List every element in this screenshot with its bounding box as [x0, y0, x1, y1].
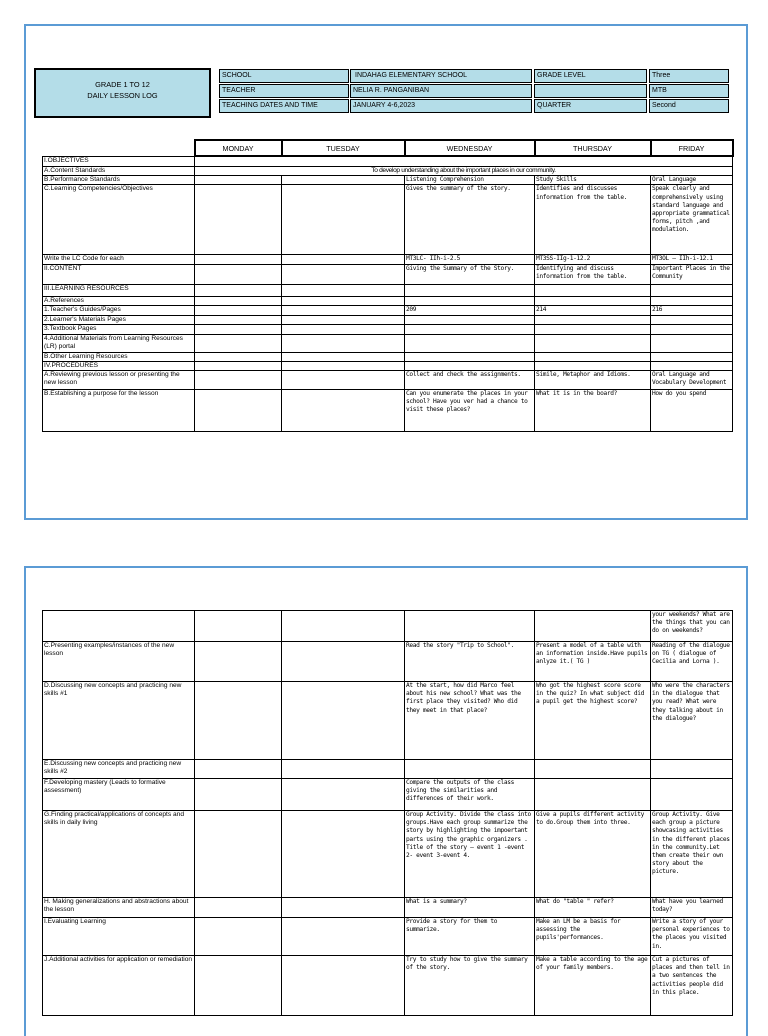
grade-level-label: GRADE LEVEL [534, 69, 647, 83]
practical-applications-thursday: Give a pupils different activity to do.Group them into three. [535, 811, 651, 898]
form-title [34, 68, 211, 118]
discussing-1-friday: Who were the characters in the dialogue that you read? What were they talking about in the dialogue? [651, 682, 733, 760]
discussing-1-thursday: Who got the highest score score in the quiz? In what subject did a pupil get the highest score? [535, 682, 651, 760]
school-value: INDAHAG ELEMENTARY SCHOOL [350, 69, 532, 83]
performance-standards-wednesday: Listening Comprehension [405, 176, 535, 185]
page-1 [24, 24, 748, 520]
evaluating-thursday: Make an LM be a basis for assessing the pupils'performances. [535, 918, 651, 956]
header-block [34, 68, 728, 140]
practical-applications-friday: Group Activity. Give each group a picture showcasing activities in the different places in the community.Let them create their own story about the picture. [651, 811, 733, 898]
establishing-thursday: What it is in the board? [535, 389, 651, 431]
day-header-tuesday: TUESDAY [282, 140, 405, 156]
quarter-label: QUARTER [534, 99, 647, 113]
objectives-heading: I.OBJECTIVES [43, 156, 195, 166]
discussing-new-concepts-2-label: E.Discussing new concepts and practicing new skills #2 [43, 760, 195, 779]
competencies-label: C.Learning Competencies/Objectives [43, 185, 195, 255]
teachers-guide-thursday: 214 [535, 305, 651, 315]
discussing-new-concepts-1-label: D.Discussing new concepts and practicing new skills #1 [43, 682, 195, 760]
practical-applications-wednesday: Group Activity. Divide the class into groups.Have each group summarize the story by highlighting the impoertant parts using the graphic organizers . Title of the story – event 1 -event 2- event 3-event 4. [405, 811, 535, 898]
learners-materials-label: 2.Learner's Materials Pages [43, 315, 195, 324]
additional-activities-friday: Cut a pictures of places and then tell in a two sentences the activities people did in this place. [651, 956, 733, 1016]
day-header-wednesday: WEDNESDAY [405, 140, 535, 156]
generalizations-thursday: What do "table " refer? [535, 898, 651, 918]
teachers-guide-wednesday: 209 [405, 305, 535, 315]
teacher-label: TEACHER [219, 84, 349, 98]
additional-activities-label: J.Additional activities for application or remediation [43, 956, 195, 1016]
additional-activities-thursday: Make a table according to the age of your family members. [535, 956, 651, 1016]
procedures-heading: IV.PROCEDURES [43, 361, 195, 370]
developing-mastery-label: F.Developing mastery (Leads to formative assessment) [43, 779, 195, 811]
discussing-1-wednesday: At the start, how did Marco feel about his new school? What was the first place they visited? Who did they meet in that place? [405, 682, 535, 760]
competencies-wednesday: Gives the summary of the story. [405, 185, 535, 255]
grade-level-value: Three [649, 69, 729, 83]
additional-materials-label: 4.Additional Materials from Learning Resources (LR) portal [43, 334, 195, 352]
other-resources-label: B.Other Learning Resources [43, 352, 195, 361]
reviewing-wednesday: Collect and check the assignments. [405, 370, 535, 389]
reviewing-friday: Oral Language and Vocabulary Development [651, 370, 733, 389]
lc-code-friday: MT3OL – IIh-i-12.1 [651, 255, 733, 264]
reviewing-lesson-label: A.Reviewing previous lesson or presenting the new lesson [43, 370, 195, 389]
day-header-monday: MONDAY [195, 140, 282, 156]
establishing-friday: How do you spend [651, 389, 733, 431]
continued-friday: your weekends? What are the things that you can do on weekends? [651, 611, 733, 642]
presenting-friday: Reading of the dialogue on TG ( dialogue of Cecilia and Lorna ). [651, 642, 733, 682]
learning-resources-heading: III.LEARNING RESOURCES [43, 284, 195, 296]
generalizations-label: H. Making generalizations and abstractions about the lesson [43, 898, 195, 918]
teaching-dates-value: JANUARY 4-6,2023 [350, 99, 532, 113]
lc-code-label: Write the LC Code for each [43, 255, 195, 264]
practical-applications-label: G.Finding practical/applications of concepts and skills in daily living [43, 811, 195, 898]
competencies-friday: Speak clearly and comprehensively using standard language and appropriate grammatical forms, pitch ,and modulation. [651, 185, 733, 255]
learning-area-value: MTB [649, 84, 729, 98]
evaluating-wednesday: Provide a story for them to summarize. [405, 918, 535, 956]
additional-activities-wednesday: Try to study how to give the summary of the story. [405, 956, 535, 1016]
learning-area-label [534, 84, 647, 98]
content-standards-label: A.Content Standards [43, 166, 195, 176]
day-header-friday: FRIDAY [651, 140, 733, 156]
establishing-wednesday: Can you enumerate the places in your school? Have you ver had a chance to visit these places? [405, 389, 535, 431]
content-friday: Important Places in the Community [651, 264, 733, 284]
lesson-table-page1 [42, 139, 734, 432]
presenting-examples-label: C.Presenting examples/instances of the new lesson [43, 642, 195, 682]
content-standards-text: To develop understanding about the important places in our community. [195, 166, 733, 176]
generalizations-wednesday: What is a summary? [405, 898, 535, 918]
teacher-value: NELIA R. PANGANIBAN [350, 84, 532, 98]
evaluating-friday: Write a story of your personal experiences to the places you visited in. [651, 918, 733, 956]
content-heading: II.CONTENT [43, 264, 195, 284]
school-label: SCHOOL [219, 69, 349, 83]
competencies-thursday: Identifies and discusses information from the table. [535, 185, 651, 255]
teaching-dates-label: TEACHING DATES AND TIME [219, 99, 349, 113]
teachers-guide-label: 1.Teacher's Guides/Pages [43, 305, 195, 315]
presenting-thursday: Present a model of a table with an information inside.Have pupils anlyze it.( TG ) [535, 642, 651, 682]
generalizations-friday: What have you learned today? [651, 898, 733, 918]
lc-code-wednesday: MT3LC- IIh-i-2.5 [405, 255, 535, 264]
references-label: A.References [43, 296, 195, 305]
establishing-purpose-label: B.Establishing a purpose for the lesson [43, 389, 195, 431]
content-thursday: Identifying and discuss information from the table. [535, 264, 651, 284]
content-wednesday: Giving the Summary of the Story. [405, 264, 535, 284]
textbook-pages-label: 3.Textbook Pages [43, 324, 195, 334]
developing-mastery-wednesday: Compare the outputs of the class giving the similarities and differences of their work. [405, 779, 535, 811]
day-header-thursday: THURSDAY [535, 140, 651, 156]
quarter-value: Second [649, 99, 729, 113]
reviewing-thursday: Simile, Metaphor and Idioms. [535, 370, 651, 389]
evaluating-learning-label: I.Evaluating Learning [43, 918, 195, 956]
lesson-table-page2 [42, 610, 733, 1016]
teachers-guide-friday: 216 [651, 305, 733, 315]
form-title-line1: GRADE 1 TO 12 [95, 80, 150, 89]
page-2 [24, 566, 748, 1036]
performance-standards-label: B.Performance Standards [43, 176, 195, 185]
lc-code-thursday: MT3SS-IIg-1-12.2 [535, 255, 651, 264]
form-title-line2: DAILY LESSON LOG [87, 91, 158, 100]
performance-standards-friday: Oral Language [651, 176, 733, 185]
presenting-wednesday: Read the story "Trip to School". [405, 642, 535, 682]
performance-standards-thursday: Study Skills [535, 176, 651, 185]
